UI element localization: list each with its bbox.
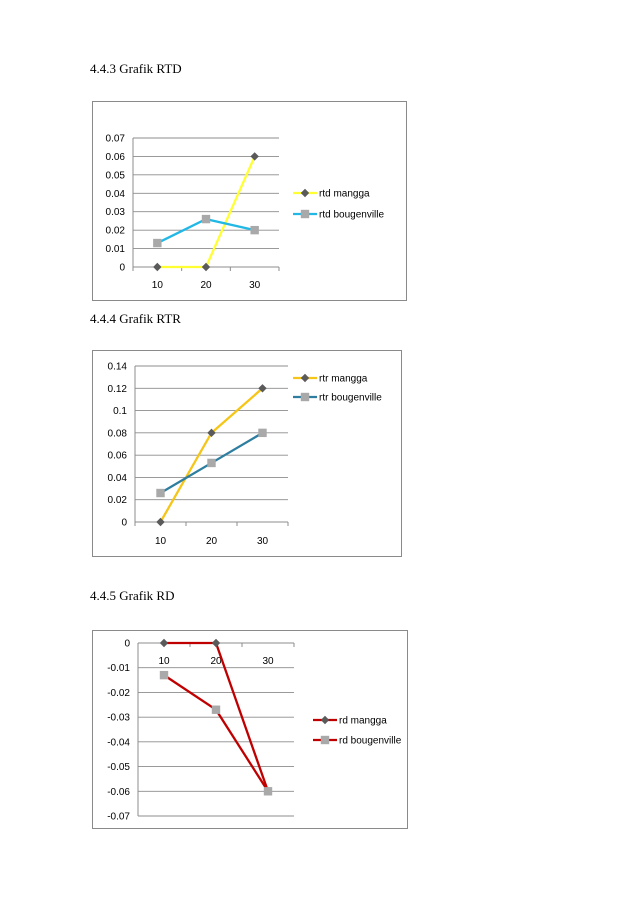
data-point-1 [250, 152, 258, 160]
x-tick-label: 30 [262, 656, 274, 667]
legend-marker [301, 189, 309, 197]
y-tick-label: -0.02 [107, 687, 130, 699]
y-tick-label: -0.07 [107, 811, 130, 823]
chart-rd [92, 630, 408, 829]
chart-rtd [92, 101, 407, 301]
x-tick-label: 20 [200, 280, 212, 291]
data-point-1 [212, 639, 220, 647]
legend-marker [301, 374, 309, 382]
data-point-2 [264, 787, 272, 795]
x-tick-label: 30 [249, 280, 261, 291]
y-tick-label: 0.01 [105, 244, 125, 256]
y-tick-label: -0.06 [107, 786, 130, 798]
data-point-2 [202, 215, 210, 223]
y-tick-label: 0.06 [107, 450, 127, 462]
x-tick-label: 10 [158, 656, 170, 667]
y-tick-label: 0.02 [107, 495, 127, 507]
data-point-2 [156, 489, 164, 497]
data-point-2 [207, 459, 215, 467]
y-tick-label: 0.04 [107, 472, 127, 484]
legend-marker [321, 716, 329, 724]
y-tick-label: -0.04 [107, 737, 130, 749]
chart-rd-svg [93, 631, 407, 828]
y-tick-label: 0.02 [105, 225, 125, 237]
y-tick-label: 0 [119, 262, 125, 274]
chart-rtr-svg [93, 351, 401, 556]
data-point-1 [160, 639, 168, 647]
data-point-2 [160, 671, 168, 679]
data-point-1 [202, 263, 210, 271]
data-point-1 [153, 263, 161, 271]
chart-rtd-svg [93, 102, 406, 300]
y-tick-label: -0.05 [107, 762, 130, 774]
heading-rtd: 4.4.3 Grafik RTD [90, 61, 182, 76]
data-point-2 [153, 239, 161, 247]
y-tick-label: 0.05 [105, 170, 125, 182]
legend-label: rtr mangga [319, 373, 368, 385]
y-tick-label: 0.03 [105, 207, 125, 219]
legend-marker [301, 210, 309, 218]
y-tick-label: 0 [121, 517, 127, 529]
legend-label: rtd bougenville [319, 209, 385, 221]
data-point-2 [258, 429, 266, 437]
x-tick-label: 20 [210, 656, 222, 667]
data-point-2 [250, 226, 258, 234]
legend-label: rtd mangga [319, 188, 370, 200]
x-tick-label: 30 [256, 536, 269, 547]
data-point-2 [212, 706, 220, 714]
x-tick-label: 20 [205, 536, 218, 547]
y-tick-label: 0.07 [105, 133, 125, 145]
x-tick-label: 10 [154, 536, 167, 547]
y-tick-label: 0.1 [113, 406, 127, 418]
y-tick-label: 0 [124, 638, 130, 650]
heading-rd: 4.4.5 Grafik RD [90, 588, 175, 603]
y-tick-label: 0.06 [105, 151, 125, 163]
x-tick-label: 10 [151, 280, 163, 291]
heading-rtr: 4.4.4 Grafik RTR [90, 311, 181, 326]
legend-label: rtr bougenville [319, 392, 382, 404]
y-tick-label: -0.03 [107, 712, 130, 724]
legend-label: rd mangga [339, 715, 387, 727]
chart-rtr [92, 350, 402, 557]
legend-marker [321, 736, 329, 744]
y-tick-label: 0.04 [105, 188, 125, 200]
y-tick-label: 0.12 [107, 383, 127, 395]
y-tick-label: 0.14 [107, 361, 127, 373]
legend-label: rd bougenville [339, 735, 402, 747]
y-tick-label: 0.08 [107, 428, 127, 440]
y-tick-label: -0.01 [107, 663, 130, 675]
legend-marker [301, 393, 309, 401]
